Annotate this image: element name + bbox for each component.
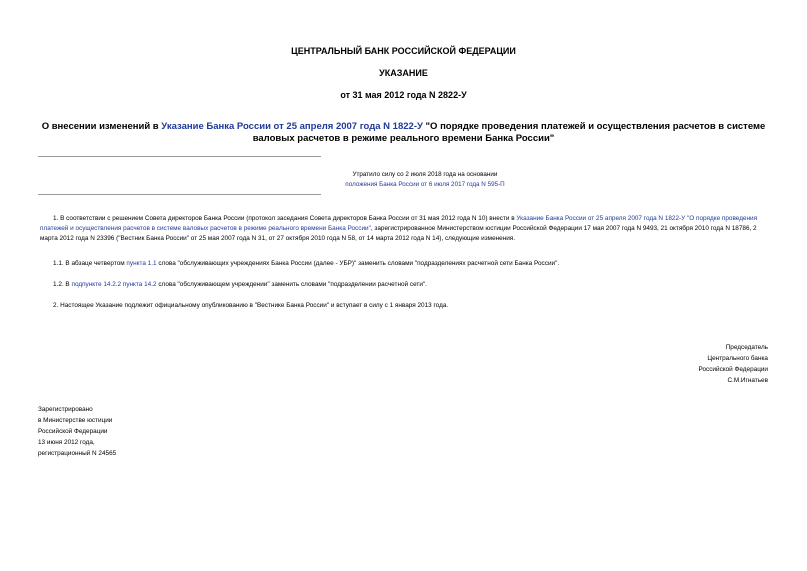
signature-block bbox=[568, 342, 768, 386]
registration-date: 13 июня 2012 года, bbox=[38, 439, 95, 446]
document-date-number: от 31 мая 2012 года N 2822-У bbox=[340, 90, 467, 100]
signature-title: Председатель bbox=[725, 344, 768, 351]
document-type: УКАЗАНИЕ bbox=[379, 68, 428, 78]
paragraph-2-text: 2. Настоящее Указание подлежит официальному опубликованию в "Вестнике Банка России" и вступает в силу с 1 января 2013 года. bbox=[53, 302, 449, 309]
repeal-notice bbox=[290, 170, 560, 190]
registration-line-3: Российской Федерации bbox=[38, 428, 108, 435]
registration-block bbox=[38, 404, 238, 459]
paragraph-1-prefix: 1. В соответствии с решением Совета директоров Банка России (протокол заседания Совета директоров Банка России от 31 мая 2012 года N 10) внести в bbox=[53, 215, 517, 222]
paragraph-1-link[interactable]: Указание Банка России от 25 апреля 2007 года N 1822-У "О порядке проведения платежей и осуществления расчетов в системе валовых расчетов в режиме реального времени Банка России" bbox=[40, 215, 758, 232]
subject-link-1822u[interactable]: Указание Банка России от 25 апреля 2007 года N 1822-У bbox=[161, 121, 423, 132]
signature-org: Центрального банка bbox=[707, 355, 768, 362]
signature-name: С.М.Игнатьев bbox=[727, 377, 768, 384]
bank-name: ЦЕНТРАЛЬНЫЙ БАНК РОССИЙСКОЙ ФЕДЕРАЦИИ bbox=[291, 46, 516, 56]
paragraph-1-1-prefix: 1.1. В абзаце четвертом bbox=[53, 260, 127, 267]
subject-prefix: О внесении изменений в bbox=[41, 121, 162, 132]
paragraph-1-1 bbox=[40, 259, 770, 269]
repeal-notice-text: Утратило силу со 2 июля 2018 года на основании bbox=[352, 171, 498, 178]
divider-bottom bbox=[38, 194, 321, 195]
paragraph-1-2 bbox=[40, 280, 770, 290]
paragraph-1 bbox=[40, 214, 770, 244]
registration-number: регистрационный N 24565 bbox=[38, 450, 117, 457]
repeal-notice-link[interactable]: положения Банка России от 6 июля 2017 года N 595-П bbox=[345, 181, 505, 188]
paragraph-2 bbox=[40, 301, 770, 311]
divider-top bbox=[38, 156, 321, 157]
paragraph-1-2-link-subpoint[interactable]: подпункте 14.2.2 bbox=[71, 281, 122, 288]
registration-line-1: Зарегистрировано bbox=[38, 406, 93, 413]
paragraph-1-2-prefix: 1.2. В bbox=[53, 281, 72, 288]
paragraph-1-2-suffix: слова "обслуживающем учреждении" заменить словами "подразделении расчетной сети". bbox=[156, 281, 427, 288]
paragraph-1-2-link-point[interactable]: пункта 14.2 bbox=[122, 281, 157, 288]
paragraph-1-1-suffix: слова "обслуживающих учреждениях Банка России (далее - УБР)" заменить словами "подразделениях расчетной сети Банка России". bbox=[156, 260, 560, 267]
paragraph-1-1-link[interactable]: пункта 1.1 bbox=[126, 260, 157, 267]
registration-line-2: в Министерстве юстиции bbox=[38, 417, 113, 424]
document-subject bbox=[30, 121, 777, 145]
signature-country: Российской Федерации bbox=[698, 366, 768, 373]
subject-suffix: "О порядке проведения платежей и осуществления расчетов в системе валовых расчетов в режиме реального времени Банка России" bbox=[252, 121, 766, 144]
paragraph-1-suffix: , зарегистрированное Министерством юстиции Российской Федерации 17 мая 2007 года N 9493, 21 октября 2010 года N 18786, 2 марта 2012 года N 23396 ("Вестник Банка России" от 25 мая 2007 года N 31, от 27 октября 2010 года N 58, от 14 марта 2012 года N 14), следующие изменения. bbox=[40, 225, 757, 242]
